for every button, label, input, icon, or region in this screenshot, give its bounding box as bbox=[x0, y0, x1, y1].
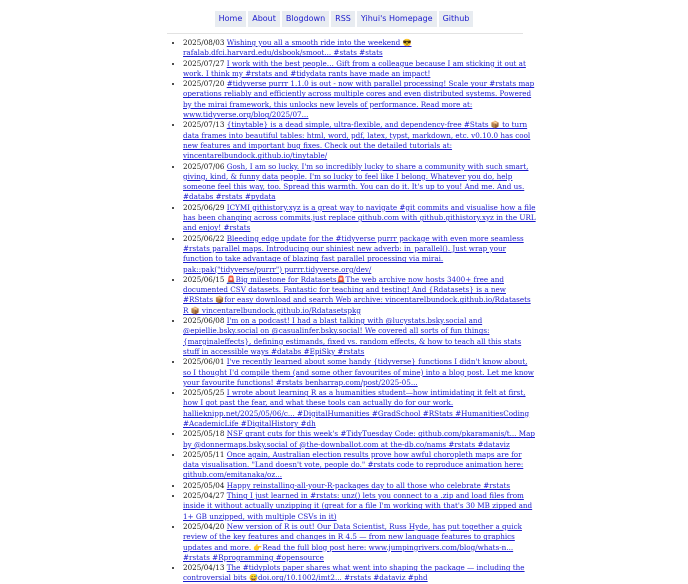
nav-github-link[interactable]: Github bbox=[439, 11, 474, 27]
post-link[interactable]: The #tidyplots paper shares what went into shaping the package — including the controversial bits 😅doi.org/10.1002/imt2... #rstats #dataviz #phd bbox=[183, 563, 525, 583]
nav-about-link[interactable]: About bbox=[248, 11, 280, 27]
list-item bbox=[183, 120, 537, 161]
list-item bbox=[183, 357, 537, 388]
post-link[interactable]: {tinytable} is a dead simple, ultra-flexible, and dependency-free #Stats 📦 to turn data frames into beautiful tables: html, word, pdf, latex, typst, markdown, etc. v0.10.0 has cool new features and important bug fixes. Check out the detailed tutorials at: vincentarelbundock.github.io/tinytable/ bbox=[183, 120, 531, 161]
post-date: 2025/07/20 bbox=[183, 79, 225, 89]
post-link[interactable]: Thing I just learned in #rstats: unz() lets you connect to a .zip and load files from inside it without actually unzipping it (great for a file I'm working with that's 30 MB zipped and 1+ GB unzipped, with multiple CSVs in it) bbox=[183, 491, 533, 521]
post-date: 2025/04/20 bbox=[183, 521, 225, 531]
post-date: 2025/06/29 bbox=[183, 202, 225, 212]
post-date: 2025/07/13 bbox=[183, 120, 225, 130]
post-link[interactable]: #tidyverse purrr 1.1.0 is out - now with parallel processing! Scale your #rstats map operations reliably and efficiently across multiple cores and even distributed systems. Powered by the mirai framework, this unlocks new levels of performance. Read more at: www.tidyverse.org/blog/2025/07... bbox=[183, 79, 535, 120]
post-date: 2025/06/01 bbox=[183, 357, 225, 367]
list-item bbox=[183, 316, 537, 357]
list-item bbox=[183, 59, 537, 80]
list-item bbox=[183, 79, 537, 120]
post-date: 2025/05/25 bbox=[183, 388, 225, 398]
post-link[interactable]: Bleeding edge update for the #tidyverse purrr package with even more seamless #rstats parallel maps. Introducing our shiniest new adverb: in_parallel(). Just wrap your function to take advantage of blazing fast parallel processing via mirai. pak::pak("tidyverse/purrr") purrr.tidyverse.org/dev/ bbox=[183, 233, 524, 274]
list-item bbox=[183, 203, 537, 234]
list-item bbox=[183, 234, 537, 275]
list-item bbox=[183, 491, 537, 522]
list-item bbox=[183, 162, 537, 203]
post-link[interactable]: I work with the best people… Gift from a colleague because I am sticking it out at work. I think my #rstats and #tidydata rants have made an impact! bbox=[183, 58, 526, 78]
post-date: 2025/08/03 bbox=[183, 38, 225, 47]
nav-home-link[interactable]: Home bbox=[215, 11, 247, 27]
post-date: 2025/07/06 bbox=[183, 161, 225, 171]
post-link[interactable]: I'm on a podcast! I had a blast talking with @lucystats.bsky.social and @epiellie.bsky.social on @casualinfer.bsky.social! We covered all sorts of fun things: {marginaleffects}, defining estimands, fixed vs. random effects, & how to teach all this stats stuff in accessible ways #databs #EpiSky #rstats bbox=[183, 316, 522, 356]
list-item bbox=[183, 522, 537, 563]
post-link[interactable]: Wishing you all a smooth ride into the weekend 😎rafalab.dfci.harvard.edu/dsbook/smoot... #stats #stats bbox=[183, 38, 412, 58]
post-link[interactable]: New version of R is out! Our Data Scientist, Russ Hyde, has put together a quick review of the key features and changes in R 4.5 — from new language features to graphics updates and more. 👉Read the full blog post here: www.jumpingrivers.com/blog/whats-n... #rstats #Rprogramming #opensource bbox=[183, 521, 522, 562]
post-link[interactable]: Once again, Australian election results prove how awful choropleth maps are for data visualisation. "Land doesn't vote, people do." #rstats code to reproduce animation here: github.com/emitanaka/oz... bbox=[183, 449, 524, 480]
list-item bbox=[183, 388, 537, 429]
nav-rss-link[interactable]: RSS bbox=[331, 11, 355, 27]
header-divider bbox=[167, 33, 523, 34]
post-date: 2025/06/22 bbox=[183, 233, 225, 243]
list-item bbox=[183, 275, 537, 316]
post-date: 2025/04/27 bbox=[183, 491, 225, 501]
post-date: 2025/07/27 bbox=[183, 58, 225, 68]
post-link[interactable]: ICYMI githistory.xyz is a great way to navigate #git commits and visualise how a file has been changing across commits.just replace github.com with github.githistory.xyz in the URL and enjoy! #rstats bbox=[183, 202, 536, 233]
nav-blogdown-link[interactable]: Blogdown bbox=[282, 11, 329, 27]
post-link[interactable]: I've recently learned about some handy {tidyverse} functions I didn't know about, so I thought I'd compile them (and some other favourites of mine) into a blog post. Let me know your favourite functions! #rstats benharrap.com/post/2025-05... bbox=[183, 357, 534, 387]
post-date: 2025/04/13 bbox=[183, 563, 225, 573]
list-item bbox=[183, 563, 537, 584]
list-item bbox=[183, 429, 537, 450]
post-link[interactable]: NSF grant cuts for this week's #TidyTuesday Code: github.com/pkaramanis/t... Map by @donnermaps.bsky.social of @the-downballot.com at the-db.co/nams #rstats #dataviz bbox=[183, 429, 535, 449]
nav-yihui-homepage-link[interactable]: Yihui's Homepage bbox=[357, 11, 437, 27]
list-item bbox=[183, 481, 537, 491]
post-date: 2025/06/15 bbox=[183, 274, 225, 284]
post-date: 2025/05/18 bbox=[183, 429, 225, 439]
nav-bar bbox=[215, 11, 474, 27]
list-item bbox=[183, 38, 537, 59]
post-date: 2025/05/04 bbox=[183, 480, 225, 490]
post-date: 2025/05/11 bbox=[183, 449, 225, 459]
post-link[interactable]: I wrote about learning R as a humanities student—how intimidating it felt at first, how I got past the fear, and what these tools can actually do for our work. hallieknipp.net/2025/05/06/c... #DigitalHumanities #GradSchool #RStats #HumanitiesCoding #AcademicLife #DigitalHistory #dh bbox=[183, 388, 530, 428]
post-link[interactable]: 🚨Big milestone for Rdatasets🚨The web archive now hosts 3400+ free and documented CSV datasets. Fantastic for teaching and testing! And {Rdatasets} is a new #RStats 📦for easy download and search Web archive: vincentarelbundock.github.io/Rdatasets R 📦 vincentarelbundock.github.io/Rdatasetspkg bbox=[183, 274, 531, 315]
post-link[interactable]: Happy reinstalling-all-your-R-packages day to all those who celebrate #rstats bbox=[226, 480, 511, 490]
top-nav bbox=[0, 11, 688, 27]
post-date: 2025/06/08 bbox=[183, 316, 225, 326]
list-item bbox=[183, 450, 537, 481]
post-link[interactable]: Gosh, I am so lucky. I'm so incredibly lucky to share a community with such smart, giving, kind, & funny data people. I'm so lucky to feel like I belong. Whatever you do, help someone feel this way, too. Spread this warmth. You can do it. It's up to you! And me. And us. #databs #rstats #pydata bbox=[183, 161, 529, 202]
post-list bbox=[171, 38, 537, 584]
